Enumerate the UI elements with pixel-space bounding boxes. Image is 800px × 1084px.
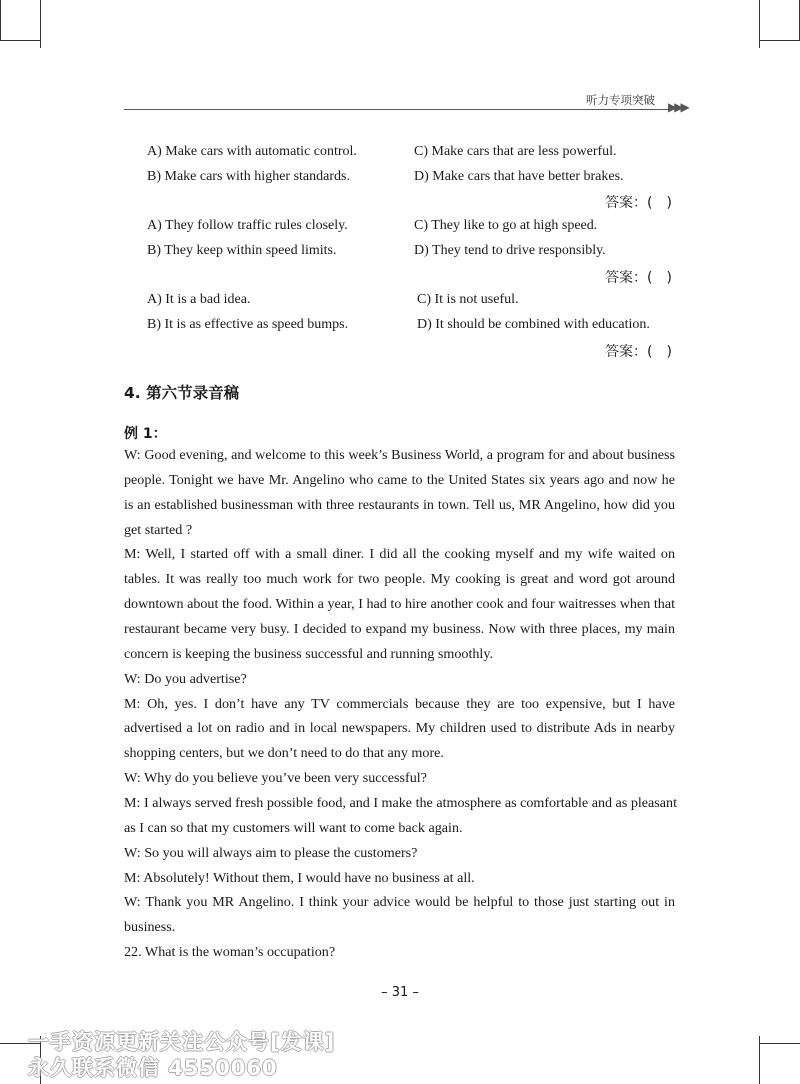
option-c: C) They like to go at high speed. [414,218,598,233]
page-number: – 31 – [381,985,419,1000]
transcript-line: concern is keeping the business successful and running smoothly. [124,645,493,662]
transcript-line: W: Good evening, and welcome to this week’s Business World, a program for and about business [124,447,675,463]
transcript-line: people. Tonight we have Mr. Angelino who came to the United States six years ago and now he [124,471,675,488]
option-d: D) It should be combined with education. [417,317,650,332]
crop-mark [0,40,40,41]
transcript-line: advertised a lot on radio and in local newspapers. My children used to distribute Ads in nearby [124,720,675,737]
transcript-line: M: Absolutely! Without them, I would have no business at all. [124,869,475,886]
option-d: D) They tend to drive responsibly. [414,243,606,258]
example-label: 例 1： [124,426,167,442]
option-d: D) Make cars that have better brakes. [414,169,624,184]
crop-mark [40,0,41,48]
transcript-line: business. [124,919,176,936]
transcript-line: W: So you will always aim to please the customers? [124,844,418,861]
watermark-line-2: 永久联系微信 4550060 [28,1056,278,1080]
transcript-line: W: Do you advertise? [124,670,247,687]
option-c: C) Make cars that are less powerful. [414,144,617,159]
transcript-line: downtown about the food. Within a year, I had to hire another cook and four waitresses when that [124,596,675,613]
header-rule [124,109,670,110]
section-heading: 4. 第六节录音稿 [124,384,240,402]
header-arrows-icon: ▶▶▶ [668,100,687,114]
option-a: A) It is a bad idea. [147,292,251,307]
crop-mark [760,1043,800,1044]
transcript-line: M: Oh, yes. I don’t have any TV commercials because they are too expensive, but I have [124,695,675,712]
transcript-line: M: I always served fresh possible food, and I make the atmosphere as comfortable and as pleasant [124,795,678,812]
transcript-line: M: Well, I started off with a small diner. I did all the cooking myself and my wife waited on [124,546,675,563]
transcript-line: W: Why do you believe you’ve been very successful? [124,770,427,787]
crop-mark [760,40,800,41]
transcript-line: restaurant became very busy. I decided to expand my business. Now with three places, my main [124,621,675,638]
watermark-line-1: 一手资源更新关注公众号[发课] [28,1030,336,1054]
answer-blank: 答案：( ) [605,195,672,211]
option-b: B) Make cars with higher standards. [147,169,350,184]
answer-blank: 答案：( ) [605,344,672,360]
transcript-line: W: Thank you MR Angelino. I think your advice would be helpful to those just starting out in [124,894,675,911]
transcript-line: get started ? [124,521,193,538]
transcript-line: as I can so that my customers will want to come back again. [124,819,463,836]
transcript-line: shopping centers, but we don’t need to do that any more. [124,745,444,762]
transcript-line: is an established businessman with three restaurants in town. Tell us, MR Angelino, how did you [124,496,675,513]
option-a: A) They follow traffic rules closely. [147,218,348,233]
answer-blank: 答案：( ) [605,270,672,286]
running-header-title: 听力专项突破 [586,93,655,107]
crop-mark [0,0,1,40]
option-b: B) They keep within speed limits. [147,243,337,258]
option-b: B) It is as effective as speed bumps. [147,317,349,332]
transcript [124,443,678,965]
option-c: C) It is not useful. [417,292,519,307]
option-a: A) Make cars with automatic control. [147,144,357,159]
transcript-line: 22. What is the woman’s occupation? [124,944,336,961]
transcript-line: tables. It was really too much work for two people. My cooking is great and word got around [124,571,675,588]
